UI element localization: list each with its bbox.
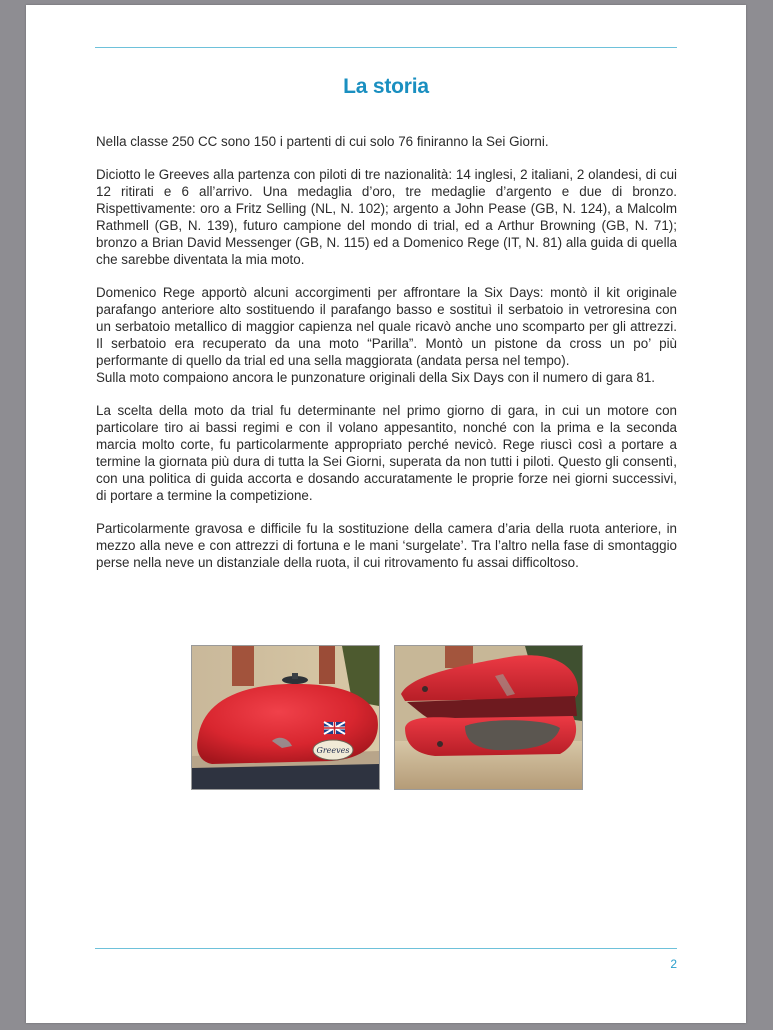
- paragraph: Sulla moto compaiono ancora le punzonature originali della Six Days con il numero di gara 81.: [96, 370, 656, 385]
- photo-fuel-tank-side: [191, 645, 380, 790]
- photo-fuel-tank-underside: [394, 645, 583, 790]
- paragraph: Particolarmente gravosa e difficile fu la sostituzione della camera d’aria della ruota anteriore, in mezzo alla neve e con attrezzi di fortuna e le mani ‘surgelate’. Tra l’altro nella fase di smontaggio perse nella neve un distanziale della ruota, il cui ritrovamento fu assai difficoltoso.: [96, 521, 677, 570]
- paragraph: La scelta della moto da trial fu determinante nel primo giorno di gara, in cui un motore con particolare tiro ai bassi regimi e con il volano appesantito, nonché con la prima e la seconda marcia molto corte, fu particolarmente appropriato perché nevicò. Rege riuscì così a portare a termine la giornata più dura di tutta la Sei Giorni, superata da non tutti i piloti. Questo gli consentì, con una politica di guida accorta e dosando accuratamente le proprie forze nei giorni successivi, di portare a termine la competizione.: [96, 403, 677, 503]
- page-number: 2: [670, 957, 677, 971]
- header-rule: [95, 47, 677, 48]
- page-title: La storia: [343, 75, 429, 98]
- paragraph: Diciotto le Greeves alla partenza con piloti di tre nazionalità: 14 inglesi, 2 italiani, 2 olandesi, di cui 12 ritirati e 6 all’arrivo. Una medaglia d’oro, tre medaglie d’argento e due di bronzo. Rispettivamente: oro a Fritz Selling (NL, N. 102); argento a John Pease (GB, N. 124), a Malcolm Rathmell (GB, N. 139), futuro campione del mondo di trial, ed a Arthur Browning (GB, N. 71); bronzo a Brian David Messenger (GB, N. 115) ed a Domenico Rege (IT, N. 81) alla guida di quella che sarebbe diventata la mia moto.: [96, 167, 677, 267]
- paragraph: Domenico Rege apportò alcuni accorgimenti per affrontare la Six Days: montò il kit originale parafango anteriore alto sostituendo il parafango basso e sostituì il serbatoio in vetroresina con un serbatoio metallico di maggior capienza nel quale ricavò anche uno scomparto per gli attrezzi. Il serbatoio era recuperato da una moto “Parilla”. Montò un pistone da cross un po’ più performante di quello da trial ed una sella maggiorata (andata persa nel tempo).: [96, 285, 677, 368]
- tank-badge-text: Greeves: [316, 746, 350, 755]
- body-text: [96, 133, 677, 587]
- footer-rule: [95, 948, 677, 949]
- paragraph: Nella classe 250 CC sono 150 i partenti di cui solo 76 finiranno la Sei Giorni.: [96, 134, 549, 149]
- document-page: [26, 5, 746, 1023]
